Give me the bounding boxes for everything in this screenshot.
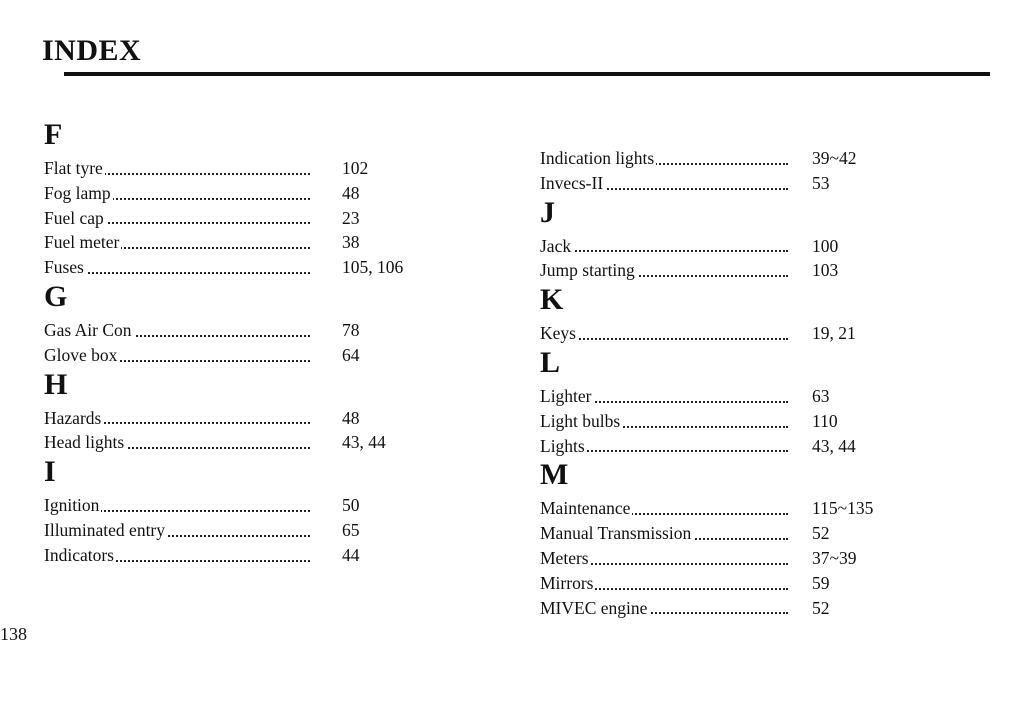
title-underline (64, 72, 990, 76)
index-column-left (44, 118, 464, 568)
index-term-text: Gas Air Con (44, 319, 132, 340)
index-entry (44, 230, 464, 255)
index-term-text: Keys (540, 323, 576, 344)
index-page-ref: 64 (342, 344, 360, 365)
index-page-ref: 100 (812, 235, 839, 256)
index-term (44, 230, 320, 255)
index-page-ref: 23 (342, 207, 360, 228)
index-page-ref: 43, 44 (812, 435, 856, 456)
index-entry (540, 571, 960, 596)
index-term-text: Lighter (540, 385, 592, 406)
index-entry (540, 384, 960, 409)
index-term (44, 343, 320, 368)
index-page-ref: 37~39 (812, 547, 857, 568)
index-term (540, 258, 798, 283)
index-term-text: Maintenance (540, 498, 631, 519)
index-term (44, 543, 320, 568)
index-term-text: Glove box (44, 344, 118, 365)
index-term-text: Ignition (44, 495, 100, 516)
index-page-ref: 110 (812, 410, 838, 431)
index-page-ref: 115~135 (812, 498, 874, 519)
index-entry (44, 206, 464, 231)
index-entry (540, 546, 960, 571)
index-entry (44, 518, 464, 543)
section-letter-j: J (540, 195, 555, 229)
section-letter-f: F (44, 118, 63, 151)
index-page-ref: 52 (812, 597, 830, 618)
index-term (44, 181, 320, 206)
index-term (44, 406, 320, 431)
index-entry (540, 409, 960, 434)
section-letter-g: G (44, 279, 68, 313)
index-term (540, 496, 798, 521)
index-term-text: Jump starting (540, 260, 635, 281)
index-page-ref: 44 (342, 544, 360, 565)
index-page-ref: 78 (342, 319, 360, 340)
index-term-text: Head lights (44, 432, 125, 453)
index-term-text: Light bulbs (540, 410, 621, 431)
index-term-text: Flat tyre (44, 158, 103, 178)
index-term (540, 546, 798, 571)
index-entry (540, 146, 960, 171)
index-entry (44, 430, 464, 455)
index-term-text: Illuminated entry (44, 519, 166, 540)
index-page-ref: 52 (812, 523, 830, 544)
index-term-text: Fuel meter (44, 232, 120, 253)
index-term (540, 171, 798, 196)
index-term-text: Meters (540, 547, 589, 568)
index-column-right (540, 146, 960, 620)
index-term-text: Indicators (44, 544, 114, 565)
index-term-text: Manual Transmission (540, 523, 692, 544)
index-entry (44, 255, 464, 280)
index-term (44, 493, 320, 518)
index-term (540, 384, 798, 409)
index-page-ref: 48 (342, 407, 360, 428)
index-term (540, 571, 798, 596)
index-page-ref: 65 (342, 519, 360, 540)
index-term (44, 518, 320, 543)
index-page-ref: 59 (812, 572, 830, 593)
index-term-text: Lights (540, 435, 585, 456)
index-term-text: Fuel cap (44, 207, 104, 228)
index-term (540, 234, 798, 259)
index-entry (540, 171, 960, 196)
index-page-ref: 50 (342, 495, 360, 516)
index-term (44, 255, 320, 280)
index-page-ref: 38 (342, 232, 360, 253)
page-title: INDEX (42, 34, 142, 67)
index-term-text: MIVEC engine (540, 597, 648, 618)
index-term-text: Fuses (44, 257, 84, 278)
index-entry (540, 521, 960, 546)
index-entry (540, 596, 960, 621)
section-letter-i: I (44, 455, 56, 489)
index-entry (540, 258, 960, 283)
index-term (540, 321, 798, 346)
index-term-text: Invecs-II (540, 172, 604, 193)
index-entry (540, 496, 960, 521)
index-entry (540, 434, 960, 459)
index-term-text: Mirrors (540, 572, 594, 593)
index-entry (44, 181, 464, 206)
dot-leader (540, 250, 788, 252)
index-page-ref: 48 (342, 182, 360, 203)
index-term (44, 206, 320, 231)
index-term-text: Fog lamp (44, 182, 111, 203)
index-term (540, 521, 798, 546)
index-term (44, 156, 320, 181)
index-page-ref: 39~42 (812, 148, 857, 168)
section-letter-k: K (540, 283, 564, 317)
index-entry (44, 318, 464, 343)
index-page-ref: 102 (342, 158, 369, 178)
index-entry (44, 493, 464, 518)
index-term (540, 409, 798, 434)
index-term-text: Indication lights (540, 148, 655, 168)
section-letter-l: L (540, 345, 561, 379)
index-page-ref: 103 (812, 260, 839, 281)
index-term (44, 430, 320, 455)
index-entry (540, 234, 960, 259)
index-term (540, 596, 798, 621)
index-term (540, 434, 798, 459)
index-term-text: Jack (540, 235, 572, 256)
index-term (44, 318, 320, 343)
index-page-ref: 43, 44 (342, 432, 386, 453)
index-entry (44, 343, 464, 368)
section-letter-m: M (540, 458, 569, 492)
index-term-text: Hazards (44, 407, 102, 428)
index-page-ref: 63 (812, 385, 830, 406)
index-page-ref: 105, 106 (342, 257, 404, 278)
index-entry (44, 156, 464, 181)
section-letter-h: H (44, 367, 68, 401)
index-entry (540, 321, 960, 346)
index-entry (44, 406, 464, 431)
page-number: 138 (0, 624, 27, 644)
index-page-ref: 53 (812, 172, 830, 193)
index-page-ref: 19, 21 (812, 323, 856, 344)
index-term (540, 146, 798, 171)
index-entry (44, 543, 464, 568)
